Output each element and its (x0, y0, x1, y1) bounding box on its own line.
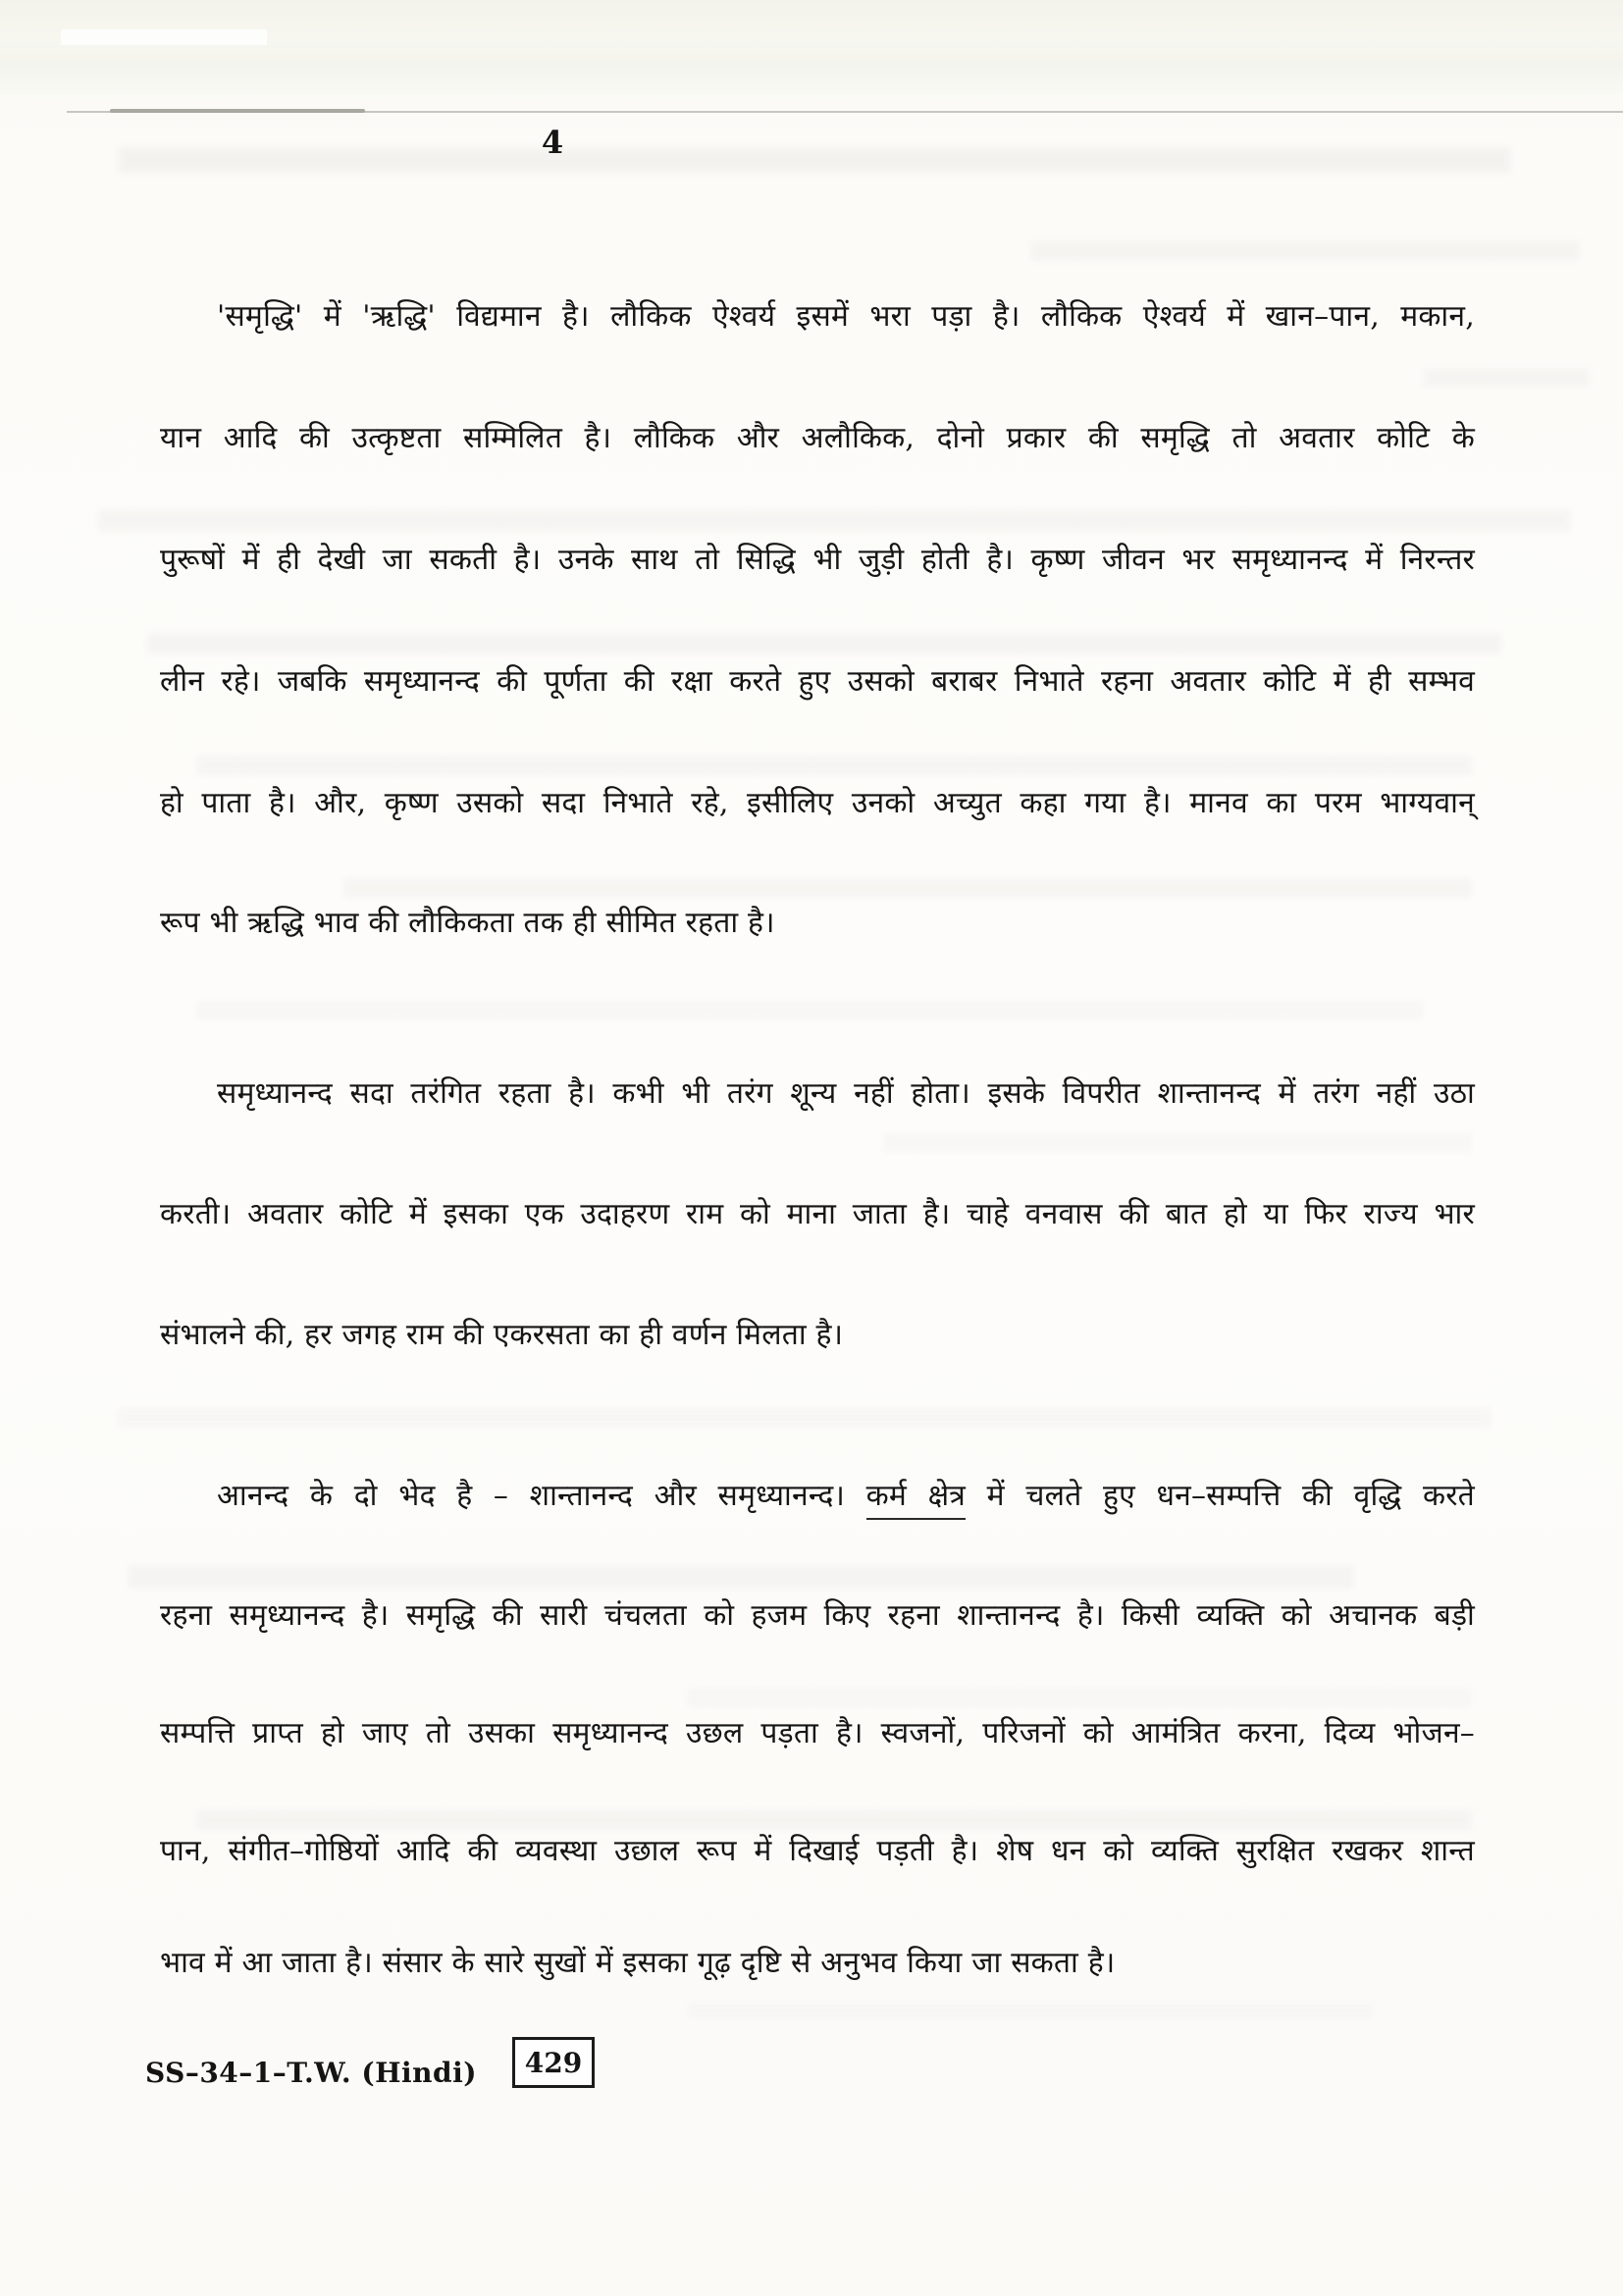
paragraph-3-line-3: सम्पत्ति प्राप्त हो जाए तो उसका समृध्यानन्द उछल पड़ता है। स्वजनों, परिजनों को आमंत्रित करना, दिव्य भोजन– (160, 1716, 1475, 1750)
paragraph-3-line-1-pre: आनन्द के दो भेद है – शान्तानन्द और समृध्यानन्द। (217, 1479, 866, 1513)
bleed-through-text-artifact (128, 1565, 1354, 1589)
bleed-through-text-artifact (196, 1001, 1423, 1020)
paragraph-3-line-2: रहना समृध्यानन्द है। समृद्धि की सारी चंचलता को हजम किए रहना शान्तानन्द है। किसी व्यक्ति को अचानक बड़ी (160, 1598, 1475, 1633)
bleed-through-text-artifact (196, 756, 1472, 775)
paragraph-1-line-4: लीन रहे। जबकि समृध्यानन्द की पूर्णता की रक्षा करते हुए उसको बराबर निभाते रहना अवतार कोटि में ही सम्भव (160, 664, 1475, 699)
bleed-through-text-artifact (1423, 368, 1590, 388)
bleed-through-text-artifact (118, 1408, 1492, 1428)
underlined-phrase: कर्म क्षेत्र (866, 1479, 966, 1520)
bleed-through-text-artifact (343, 878, 1472, 898)
paragraph-1-line-3: पुरूषों में ही देखी जा सकती है। उनके साथ तो सिद्धि भी जुड़ी होती है। कृष्ण जीवन भर समृध्यानन्द में निरन्तर (160, 543, 1475, 577)
bleed-through-text-artifact (1030, 240, 1580, 262)
bleed-through-text-artifact (883, 1133, 1472, 1153)
paragraph-1-line-6: रूप भी ऋद्धि भाव की लौकिकता तक ही सीमित रहता है। (160, 906, 775, 940)
bleed-through-text-artifact (687, 2002, 1374, 2019)
footer-document-code: SS–34–1–T.W. (Hindi) (145, 2057, 477, 2089)
paragraph-2-line-2: करती। अवतार कोटि में इसका एक उदाहरण राम को माना जाता है। चाहे वनवास की बात हो या फिर राज्य भार (160, 1197, 1475, 1231)
scan-smudge-line-artifact (110, 109, 365, 113)
paragraph-3-line-5: भाव में आ जाता है। संसार के सारे सुखों में इसका गूढ़ दृष्टि से अनुभव किया जा सकता है। (160, 1946, 1116, 1980)
paragraph-1-line-5: हो पाता है। और, कृष्ण उसको सदा निभाते रहे, इसीलिए उनको अच्युत कहा गया है। मानव का परम भाग्यवान् (160, 786, 1475, 820)
footer-page-number-box (512, 2037, 595, 2088)
bleed-through-text-artifact (196, 1810, 1472, 1830)
paragraph-3-line-4: पान, संगीत–गोष्ठियों आदि की व्यवस्था उछाल रूप में दिखाई पड़ती है। शेष धन को व्यक्ति सुरक्षित रखकर शान्त (160, 1834, 1475, 1868)
bleed-through-text-artifact (98, 510, 1570, 532)
footer-page-number: 429 (524, 2046, 583, 2079)
scan-top-band-artifact (0, 0, 1623, 94)
page-number: 4 (541, 124, 564, 161)
paragraph-1-line-1: 'समृद्धि' में 'ऋद्धि' विद्यमान है। लौकिक ऐश्वर्य इसमें भरा पड़ा है। लौकिक ऐश्वर्य में खान–पान, मकान, (217, 299, 1475, 334)
paragraph-1-line-2: यान आदि की उत्कृष्टता सम्मिलित है। लौकिक और अलौकिक, दोनो प्रकार की समृद्धि तो अवतार कोटि के (160, 421, 1475, 455)
scan-white-patch-artifact (61, 29, 267, 45)
paragraph-3-line-1-post: में चलते हुए धन–सम्पत्ति की वृद्धि करते (966, 1479, 1475, 1513)
paragraph-2-line-3: संभालने की, हर जगह राम की एकरसता का ही वर्णन मिलता है। (160, 1318, 844, 1352)
paragraph-3-line-1 (160, 1474, 1475, 1519)
bleed-through-text-artifact (687, 1688, 1472, 1707)
paragraph-2-line-1: समृध्यानन्द सदा तरंगित रहता है। कभी भी तरंग शून्य नहीं होता। इसके विपरीत शान्तानन्द में तरंग नहीं उठा (217, 1076, 1475, 1111)
bleed-through-text-artifact (147, 633, 1501, 654)
bleed-through-text-artifact (118, 147, 1511, 173)
